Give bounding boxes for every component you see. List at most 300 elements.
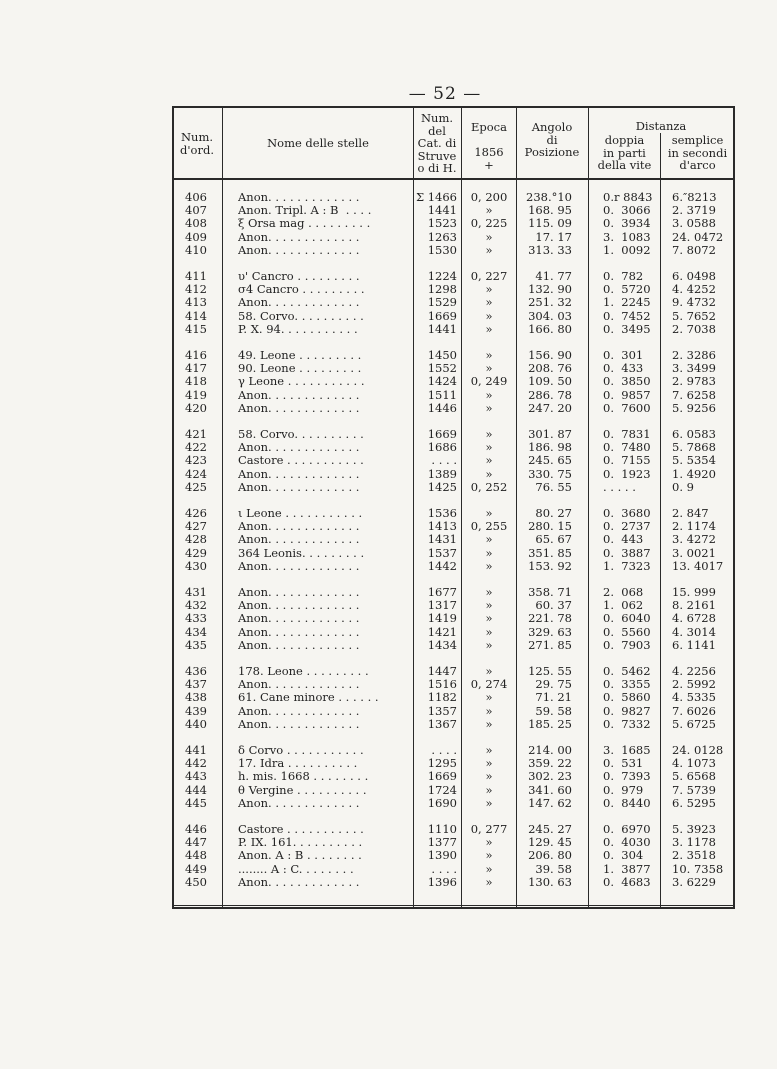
position-angle: 109. 50 — [528, 374, 572, 389]
table-row — [0, 217, 777, 230]
double-distance: . . . . . — [603, 479, 636, 494]
position-angle: 245. 65 — [528, 453, 572, 468]
double-distance: 1. 7323 — [603, 558, 651, 573]
epoch: 0, 252 — [470, 479, 508, 494]
simple-distance: 4. 1073 — [672, 756, 716, 771]
simple-distance: 6.″8213 — [672, 190, 717, 204]
row-number: 431 — [185, 585, 207, 599]
simple-distance: 24. 0472 — [672, 229, 724, 244]
double-distance: 3. 1685 — [603, 743, 651, 757]
row-number: 424 — [185, 466, 207, 481]
table-row — [0, 784, 777, 797]
row-number: 407 — [185, 203, 207, 218]
double-distance: 0. 979 — [603, 782, 644, 797]
row-number: 428 — [185, 532, 207, 547]
double-distance: 1. 2245 — [603, 295, 651, 310]
star-name: Anon. . . . . . . . . . . . . — [238, 388, 360, 402]
row-number: 427 — [185, 519, 207, 534]
simple-distance: 4. 2256 — [672, 664, 716, 678]
position-angle: 59. 58 — [535, 703, 572, 718]
star-name: Anon. . . . . . . . . . . . . — [238, 612, 360, 626]
position-angle: 251. 32 — [528, 295, 572, 310]
double-distance: 0. 1923 — [603, 466, 651, 481]
epoch: » — [485, 756, 493, 771]
table-row — [0, 705, 777, 718]
table-row — [0, 362, 777, 375]
double-distance: 0. 443 — [603, 532, 644, 547]
catalog-number: 1421 — [427, 624, 457, 639]
star-name: 90. Leone . . . . . . . . . — [238, 362, 362, 376]
catalog-number: 1396 — [427, 874, 457, 889]
catalog-number: 1295 — [427, 756, 457, 771]
catalog-number: 1442 — [427, 558, 457, 573]
catalog-number: 1447 — [427, 664, 457, 678]
catalog-number: 1724 — [427, 782, 457, 797]
table-row — [0, 428, 777, 441]
position-angle: 341. 60 — [528, 782, 572, 797]
catalog-number: 1530 — [427, 242, 457, 257]
table-row — [0, 296, 777, 309]
catalog-number: 1511 — [427, 387, 457, 402]
double-distance: 0. 3934 — [603, 216, 651, 231]
double-distance: 0. 4030 — [603, 835, 651, 850]
table-row — [0, 323, 777, 336]
epoch: » — [485, 835, 493, 850]
page-number: — 52 — — [408, 84, 482, 104]
position-angle: 166. 80 — [528, 321, 572, 336]
table-row — [0, 586, 777, 599]
header-angolo: Angolo di Posizione — [524, 120, 580, 159]
star-name: Anon. . . . . . . . . . . . . — [238, 625, 360, 639]
double-distance: 2. 068 — [603, 585, 644, 599]
epoch: » — [485, 716, 493, 731]
catalog-number: Σ 1466 — [415, 190, 457, 204]
double-distance: 1. 062 — [603, 598, 644, 613]
row-number: 429 — [185, 545, 207, 560]
catalog-number: 1686 — [427, 440, 457, 455]
table-row — [0, 270, 777, 283]
epoch: » — [485, 743, 493, 757]
star-name: 178. Leone . . . . . . . . . — [238, 665, 369, 678]
position-angle: 115. 09 — [528, 216, 572, 231]
epoch: 0, 225 — [470, 216, 508, 231]
double-distance: 0. 7480 — [603, 440, 651, 455]
simple-distance: 2. 5992 — [672, 677, 716, 692]
position-angle: 29. 75 — [535, 677, 572, 692]
star-name: Anon. . . . . . . . . . . . . — [238, 401, 360, 415]
simple-distance: 2. 3719 — [672, 203, 716, 218]
simple-distance: 15. 999 — [672, 585, 716, 599]
star-name: 61. Cane minore . . . . . . — [238, 691, 379, 705]
simple-distance: 3. 3499 — [672, 361, 716, 376]
position-angle: 214. 00 — [528, 743, 572, 757]
epoch: » — [485, 585, 493, 599]
row-number: 426 — [185, 506, 207, 520]
catalog-number: . . . . — [431, 743, 457, 757]
catalog-number: 1552 — [427, 361, 457, 376]
epoch: 0, 274 — [470, 677, 508, 692]
epoch: » — [485, 506, 493, 520]
double-distance: 0. 3850 — [603, 374, 651, 389]
catalog-number: 1669 — [427, 427, 457, 441]
catalog-number: 1357 — [427, 703, 457, 718]
row-number: 435 — [185, 637, 207, 652]
catalog-number: 1690 — [427, 795, 457, 810]
footer-rule — [172, 905, 735, 906]
double-distance: 0. 433 — [603, 361, 644, 376]
header-rule — [172, 178, 735, 180]
epoch: » — [485, 532, 493, 547]
row-number: 415 — [185, 321, 207, 336]
catalog-number: 1425 — [427, 479, 457, 494]
catalog-number: 1537 — [427, 545, 457, 560]
star-name: Anon. . . . . . . . . . . . . — [238, 520, 360, 534]
double-distance: 0. 7452 — [603, 308, 651, 323]
position-angle: 156. 90 — [528, 348, 572, 362]
double-distance: 1. 3877 — [603, 861, 651, 876]
row-number: 448 — [185, 848, 207, 863]
simple-distance: 3. 1178 — [672, 835, 716, 850]
table-row — [0, 599, 777, 612]
table-row — [0, 375, 777, 388]
double-distance: 0. 5462 — [603, 664, 651, 678]
position-angle: 304. 03 — [528, 308, 572, 323]
table-row — [0, 231, 777, 244]
simple-distance: 4. 6728 — [672, 611, 716, 626]
header-distanza: Distanza — [635, 119, 687, 133]
position-angle: 359. 22 — [528, 756, 572, 771]
row-number: 410 — [185, 242, 207, 257]
table-row — [0, 863, 777, 876]
star-name: Castore . . . . . . . . . . . — [238, 823, 364, 836]
star-name: Anon. . . . . . . . . . . . . — [238, 559, 360, 573]
catalog-number: 1669 — [427, 308, 457, 323]
table-row — [0, 507, 777, 520]
epoch: » — [485, 387, 493, 402]
position-angle: 132. 90 — [528, 282, 572, 297]
table-row — [0, 612, 777, 625]
position-angle: 271. 85 — [528, 637, 572, 652]
star-name: 49. Leone . . . . . . . . . — [238, 349, 362, 362]
table-row — [0, 797, 777, 810]
double-distance: 0. 782 — [603, 269, 644, 283]
row-number: 447 — [185, 835, 207, 850]
epoch: 0, 227 — [470, 269, 508, 283]
simple-distance: 3. 0588 — [672, 216, 716, 231]
catalog-number: 1413 — [427, 519, 457, 534]
position-angle: 65. 67 — [535, 532, 572, 547]
row-number: 442 — [185, 756, 207, 771]
row-number: 437 — [185, 677, 207, 692]
table-row — [0, 639, 777, 652]
position-angle: 329. 63 — [528, 624, 572, 639]
table-row — [0, 204, 777, 217]
position-angle: 168. 95 — [528, 203, 572, 218]
simple-distance: 2. 3518 — [672, 848, 716, 863]
star-name: Anon. . . . . . . . . . . . . — [238, 638, 360, 652]
star-name: Anon. . . . . . . . . . . . . — [238, 441, 360, 455]
table-row — [0, 770, 777, 783]
star-name: υ' Cancro . . . . . . . . . — [238, 270, 360, 283]
star-name: Anon. . . . . . . . . . . . . — [238, 717, 360, 731]
row-number: 443 — [185, 769, 207, 784]
star-name: Anon. . . . . . . . . . . . . — [238, 678, 360, 692]
row-number: 421 — [185, 427, 207, 441]
table-row — [0, 560, 777, 573]
header-semplice: semplice in secondi d'arco — [667, 133, 728, 172]
double-distance: 3. 1083 — [603, 229, 651, 244]
position-angle: 186. 98 — [528, 440, 572, 455]
double-distance: 0. 4683 — [603, 874, 651, 889]
star-name: Castore . . . . . . . . . . . — [238, 454, 364, 468]
simple-distance: 24. 0128 — [672, 743, 724, 757]
catalog-number: 1523 — [427, 216, 457, 231]
row-number: 419 — [185, 387, 207, 402]
row-number: 420 — [185, 400, 207, 415]
double-distance: 0. 5720 — [603, 282, 651, 297]
position-angle: 130. 63 — [528, 874, 572, 889]
epoch: » — [485, 848, 493, 863]
header-name: Nome delle stelle — [267, 136, 369, 150]
double-distance: 0. 6970 — [603, 822, 651, 836]
table-row — [0, 520, 777, 533]
epoch: » — [485, 624, 493, 639]
row-number: 413 — [185, 295, 207, 310]
double-distance: 0. 7831 — [603, 427, 651, 441]
double-distance: 0. 9857 — [603, 387, 651, 402]
double-distance: 0. 3355 — [603, 677, 651, 692]
epoch: » — [485, 874, 493, 889]
star-name: ι Leone . . . . . . . . . . . — [238, 507, 363, 520]
simple-distance: 3. 0021 — [672, 545, 716, 560]
catalog-number: 1446 — [427, 400, 457, 415]
row-number: 436 — [185, 664, 207, 678]
position-angle: 351. 85 — [528, 545, 572, 560]
position-angle: 80. 27 — [535, 506, 572, 520]
position-angle: 147. 62 — [528, 795, 572, 810]
epoch: 0, 277 — [470, 822, 508, 836]
simple-distance: 6. 0498 — [672, 269, 716, 283]
catalog-number: 1419 — [427, 611, 457, 626]
star-name: Anon. . . . . . . . . . . . . — [238, 599, 360, 613]
simple-distance: 2. 9783 — [672, 374, 716, 389]
simple-distance: 7. 6258 — [672, 387, 716, 402]
catalog-number: 1516 — [427, 677, 457, 692]
table-row — [0, 823, 777, 836]
header-num: Num. d'ord. — [180, 130, 214, 157]
row-number: 423 — [185, 453, 207, 468]
catalog-number: 1298 — [427, 282, 457, 297]
double-distance: 0. 7393 — [603, 769, 651, 784]
epoch: » — [485, 795, 493, 810]
table-row — [0, 744, 777, 757]
header-cat: Num. del Cat. di Struve o di H. — [417, 111, 457, 175]
simple-distance: 4. 4252 — [672, 282, 716, 297]
epoch: » — [485, 203, 493, 218]
star-name: Anon. . . . . . . . . . . . . — [238, 243, 360, 257]
double-distance: 1. 0092 — [603, 242, 651, 257]
table-row — [0, 849, 777, 862]
position-angle: 302. 23 — [528, 769, 572, 784]
double-distance: 0.r 8843 — [603, 190, 653, 204]
catalog-number: 1677 — [427, 585, 457, 599]
double-distance: 0. 6040 — [603, 611, 651, 626]
epoch: » — [485, 229, 493, 244]
double-distance: 0. 5860 — [603, 690, 651, 705]
epoch: » — [485, 361, 493, 376]
simple-distance: 7. 8072 — [672, 242, 716, 257]
star-name: Anon. . . . . . . . . . . . . — [238, 796, 360, 810]
row-number: 438 — [185, 690, 207, 705]
catalog-number: 1182 — [427, 690, 457, 705]
catalog-number: . . . . — [431, 861, 457, 876]
star-name: 364 Leonis. . . . . . . . . — [238, 546, 365, 560]
simple-distance: 2. 1174 — [672, 519, 716, 534]
row-number: 434 — [185, 624, 207, 639]
row-number: 408 — [185, 216, 207, 231]
position-angle: 185. 25 — [528, 716, 572, 731]
position-angle: 17. 17 — [535, 229, 572, 244]
catalog-number: . . . . — [431, 453, 457, 468]
star-name: Anon. . . . . . . . . . . . . — [238, 230, 360, 244]
simple-distance: 5. 3923 — [672, 822, 716, 836]
epoch: » — [485, 598, 493, 613]
double-distance: 0. 531 — [603, 756, 644, 771]
table-row — [0, 402, 777, 415]
catalog-number: 1263 — [427, 229, 457, 244]
position-angle: 206. 80 — [528, 848, 572, 863]
star-name: δ Corvo . . . . . . . . . . . — [238, 744, 364, 757]
star-name: Anon. . . . . . . . . . . . . — [238, 296, 360, 310]
catalog-number: 1367 — [427, 716, 457, 731]
position-angle: 301. 87 — [528, 427, 572, 441]
table-row — [0, 283, 777, 296]
row-number: 441 — [185, 743, 207, 757]
catalog-number: 1110 — [427, 822, 457, 836]
epoch: » — [485, 242, 493, 257]
position-angle: 221. 78 — [528, 611, 572, 626]
row-number: 439 — [185, 703, 207, 718]
epoch: » — [485, 453, 493, 468]
epoch: 0, 200 — [470, 190, 508, 204]
star-name: Anon. . . . . . . . . . . . . — [238, 191, 360, 204]
catalog-number: 1317 — [427, 598, 457, 613]
epoch: » — [485, 295, 493, 310]
double-distance: 0. 7600 — [603, 400, 651, 415]
table-row — [0, 836, 777, 849]
double-distance: 0. 3495 — [603, 321, 651, 336]
table-row — [0, 310, 777, 323]
epoch: » — [485, 861, 493, 876]
double-distance: 0. 8440 — [603, 795, 651, 810]
simple-distance: 5. 6725 — [672, 716, 716, 731]
position-angle: 238.°10 — [526, 190, 572, 204]
table-row — [0, 468, 777, 481]
simple-distance: 2. 3286 — [672, 348, 716, 362]
position-angle: 280. 15 — [528, 519, 572, 534]
epoch: » — [485, 703, 493, 718]
catalog-number: 1389 — [427, 466, 457, 481]
table-row — [0, 678, 777, 691]
epoch: 0, 249 — [470, 374, 508, 389]
catalog-number: 1424 — [427, 374, 457, 389]
row-number: 449 — [185, 861, 207, 876]
star-name: P. IX. 161. . . . . . . . . . — [238, 836, 363, 850]
catalog-number: 1377 — [427, 835, 457, 850]
double-distance: 0. 3680 — [603, 506, 651, 520]
row-number: 430 — [185, 558, 207, 573]
catalog-number: 1441 — [427, 203, 457, 218]
star-name: Anon. A : B . . . . . . . . — [238, 849, 362, 863]
position-angle: 153. 92 — [528, 558, 572, 573]
star-name: ξ Orsa mag . . . . . . . . . — [238, 217, 371, 231]
row-number: 446 — [185, 822, 207, 836]
row-number: 406 — [185, 190, 207, 204]
double-distance: 0. 3887 — [603, 545, 651, 560]
star-name: Anon. . . . . . . . . . . . . — [238, 533, 360, 547]
simple-distance: 0. 9 — [672, 479, 694, 494]
table-row — [0, 191, 777, 204]
star-name: Anon. . . . . . . . . . . . . — [238, 586, 360, 599]
epoch: » — [485, 690, 493, 705]
position-angle: 313. 33 — [528, 242, 572, 257]
position-angle: 60. 37 — [535, 598, 572, 613]
simple-distance: 6. 0583 — [672, 427, 716, 441]
row-number: 411 — [185, 269, 207, 283]
header-doppia: doppia in parti della vite — [597, 133, 652, 172]
simple-distance: 5. 5354 — [672, 453, 716, 468]
table-row — [0, 691, 777, 704]
double-distance: 0. 3066 — [603, 203, 651, 218]
position-angle: 125. 55 — [528, 664, 572, 678]
epoch: » — [485, 282, 493, 297]
simple-distance: 4. 3014 — [672, 624, 716, 639]
star-name: 58. Corvo. . . . . . . . . . — [238, 309, 364, 323]
star-name: Anon. . . . . . . . . . . . . — [238, 480, 360, 494]
position-angle: 247. 20 — [528, 400, 572, 415]
catalog-number: 1434 — [427, 637, 457, 652]
epoch: » — [485, 440, 493, 455]
epoch: » — [485, 545, 493, 560]
double-distance: 0. 304 — [603, 848, 644, 863]
table-row — [0, 665, 777, 678]
row-number: 414 — [185, 308, 207, 323]
star-name: θ Vergine . . . . . . . . . . — [238, 783, 367, 797]
catalog-number: 1224 — [427, 269, 457, 283]
star-name: Anon. . . . . . . . . . . . . — [238, 467, 360, 481]
star-name: P. X. 94. . . . . . . . . . . — [238, 322, 358, 336]
header-epoca: Epoca 1856 + — [471, 120, 507, 172]
table-row — [0, 876, 777, 889]
catalog-number: 1529 — [427, 295, 457, 310]
simple-distance: 3. 6229 — [672, 874, 716, 889]
position-angle: 358. 71 — [528, 585, 572, 599]
row-number: 418 — [185, 374, 207, 389]
catalog-number: 1669 — [427, 769, 457, 784]
epoch: 0, 255 — [470, 519, 508, 534]
simple-distance: 5. 7652 — [672, 308, 716, 323]
table-row — [0, 547, 777, 560]
simple-distance: 3. 4272 — [672, 532, 716, 547]
epoch: » — [485, 637, 493, 652]
star-name: Anon. . . . . . . . . . . . . — [238, 704, 360, 718]
star-name: 17. Idra . . . . . . . . . . — [238, 757, 358, 771]
row-number: 417 — [185, 361, 207, 376]
star-name: γ Leone . . . . . . . . . . . — [238, 375, 365, 389]
simple-distance: 5. 7868 — [672, 440, 716, 455]
table-row — [0, 454, 777, 467]
position-angle: 245. 27 — [528, 822, 572, 836]
